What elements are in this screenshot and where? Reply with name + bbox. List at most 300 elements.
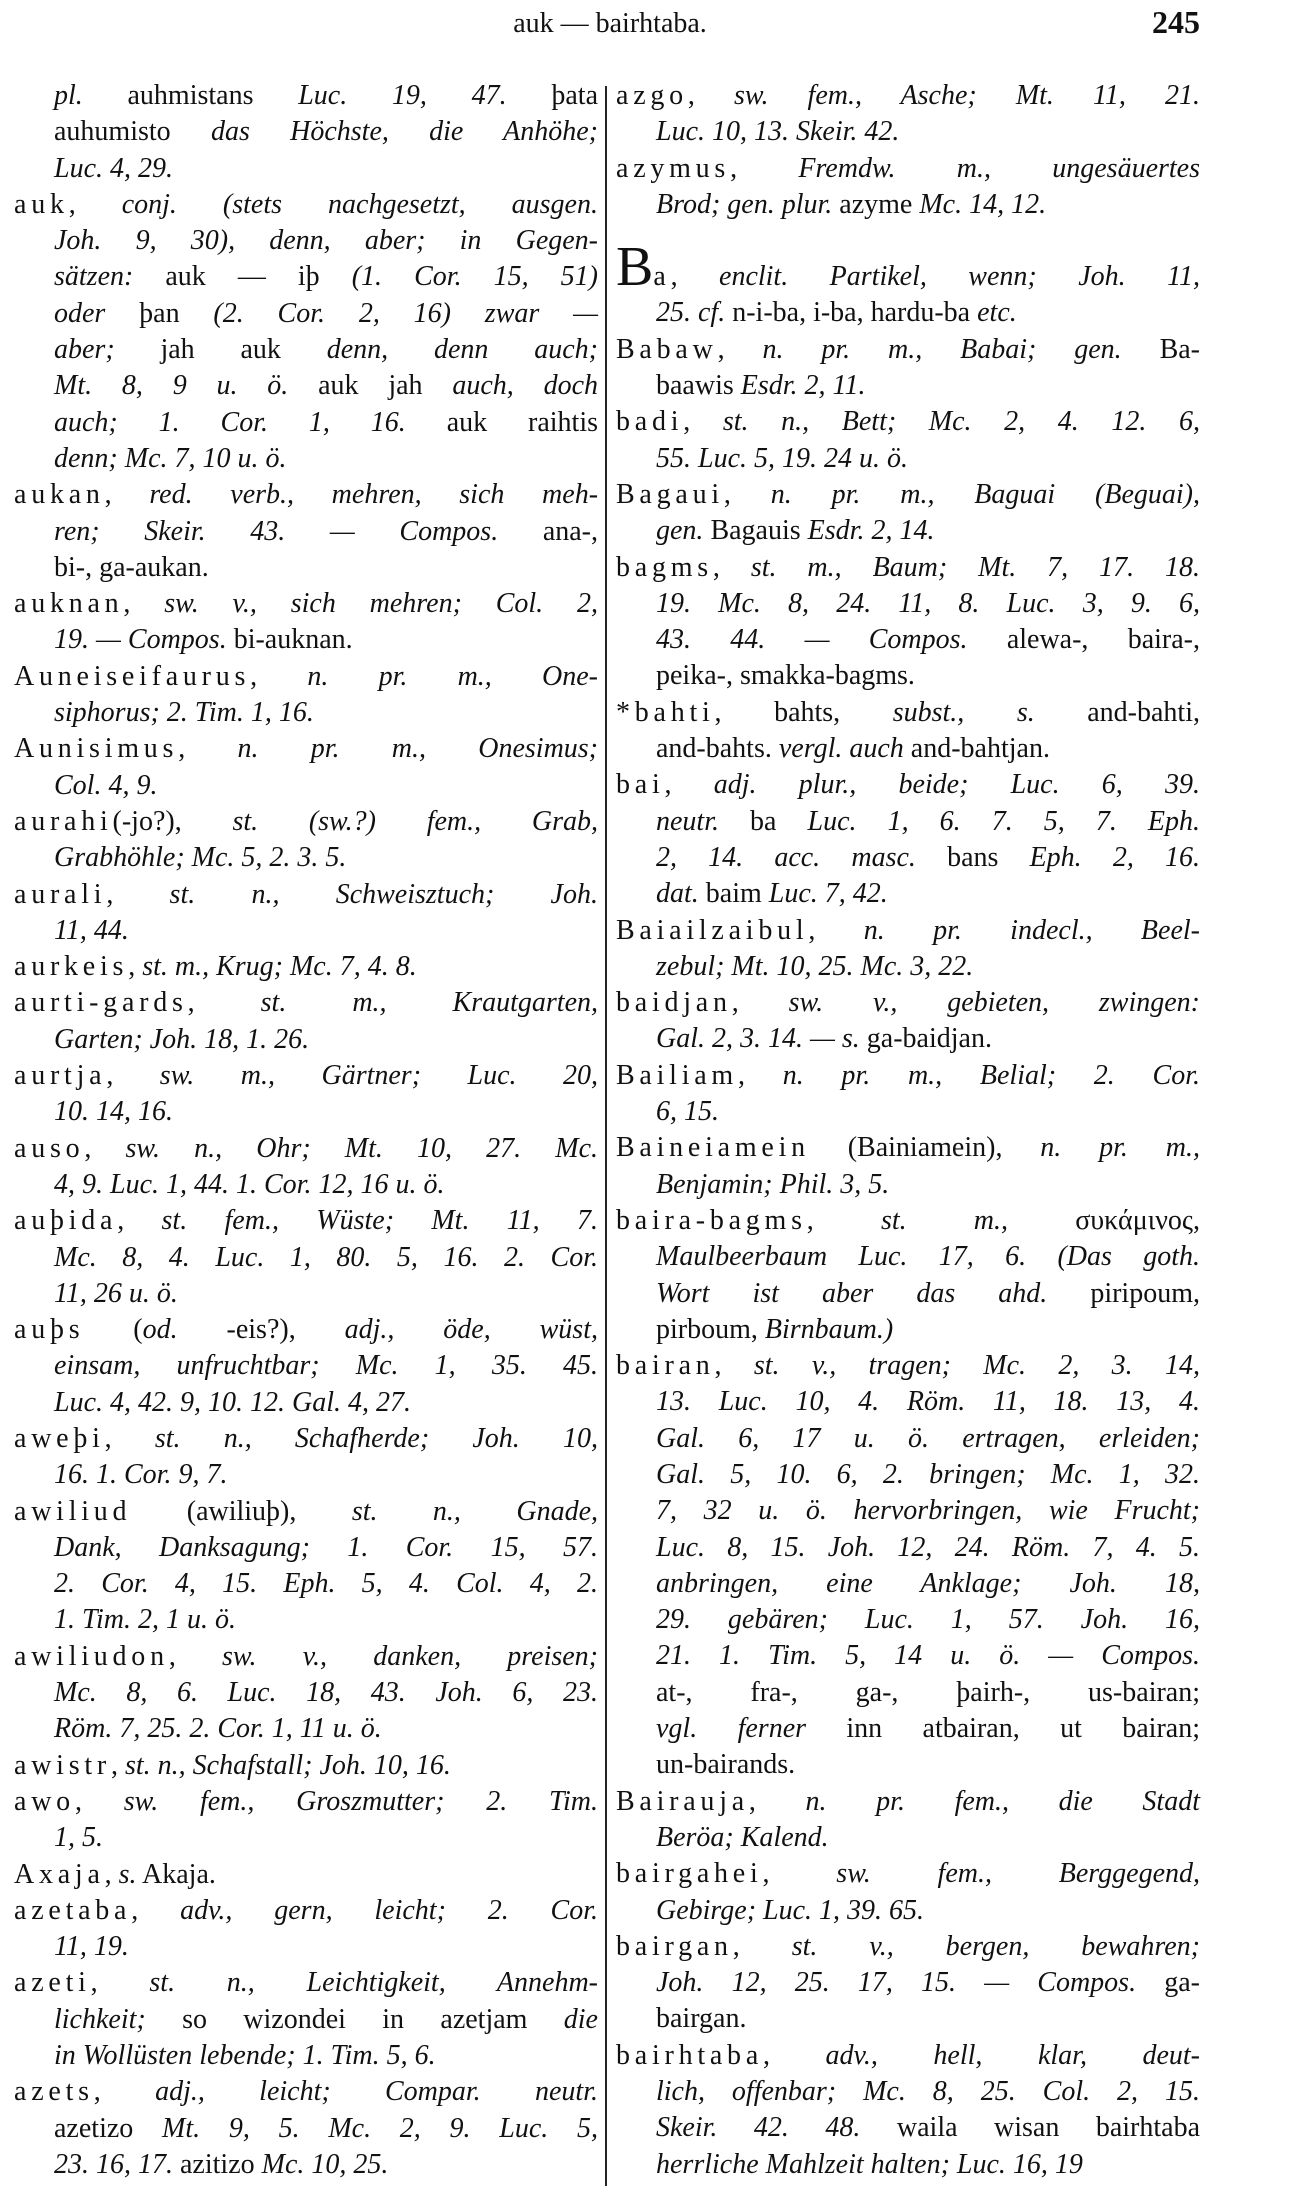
gothic-text: auhumisto <box>54 116 211 148</box>
entry-line <box>616 1493 1200 1529</box>
dictionary-entry <box>14 1639 598 1748</box>
headword: azetaba <box>14 1894 132 1926</box>
gloss-italic: n. pr. m., <box>1040 1132 1200 1164</box>
entry-line <box>14 1711 598 1747</box>
gloss-italic: vgl. ferner <box>656 1713 807 1745</box>
gloss-italic: etc. <box>977 297 1017 329</box>
gloss-italic: 11, 44. <box>54 914 129 946</box>
headword: bairan <box>616 1350 715 1382</box>
gloss-italic: n. pr. indecl., Beel- <box>863 914 1200 946</box>
dictionary-entry <box>616 1058 1200 1131</box>
gothic-text: þan <box>105 297 214 329</box>
gothic-text: ( <box>84 1314 143 1346</box>
gothic-text: , <box>74 1785 124 1817</box>
headword: aurahi <box>14 805 113 837</box>
gothic-text: , <box>748 1785 806 1817</box>
gloss-italic: st. n., Bett; Mc. 2, 4. 12. 6, <box>722 406 1201 438</box>
gloss-italic: aber; <box>54 334 115 366</box>
dictionary-entry <box>14 1965 598 2074</box>
gothic-text: , <box>806 1204 881 1236</box>
dictionary-entry <box>14 1893 598 1966</box>
headword: bairgan <box>616 1930 733 1962</box>
gloss-italic: in Wollüsten lebende; 1. Tim. 5, 6. <box>54 2040 436 2072</box>
gothic-text: , <box>762 1858 837 1890</box>
gothic-text: , <box>93 2076 156 2108</box>
headword: Baineiamein <box>616 1132 810 1164</box>
gothic-text: , <box>730 152 799 184</box>
dictionary-entry <box>616 1130 1200 1203</box>
gothic-text: ba <box>719 805 808 837</box>
gothic-text: and-bahtjan. <box>903 733 1050 765</box>
gloss-italic: st. n., Leichtigkeit, Annehm- <box>149 1967 598 1999</box>
entry-line <box>14 114 598 150</box>
gothic-text: ga- <box>1136 1967 1200 1999</box>
gothic-text: , <box>664 769 714 801</box>
dictionary-entry <box>14 949 598 985</box>
headword: baira-bagms <box>616 1204 807 1236</box>
entry-line <box>14 877 598 913</box>
gothic-text: , <box>714 1350 754 1382</box>
entry-line <box>14 78 598 114</box>
headword: Babaw <box>616 333 718 365</box>
dictionary-entry <box>616 151 1200 224</box>
entry-line <box>14 1748 598 1784</box>
gloss-italic: adv., gern, leicht; 2. Cor. <box>180 1894 599 1926</box>
gloss-italic: adj. plur., beide; Luc. 6, 39. <box>713 769 1201 801</box>
headword: a <box>653 261 671 293</box>
gloss-italic: Röm. 7, 25. 2. Cor. 1, 11 u. ö. <box>54 1713 382 1745</box>
entry-line <box>616 1784 1200 1820</box>
entry-line <box>14 1167 598 1203</box>
entry-line <box>14 1421 598 1457</box>
entry-line <box>14 731 598 767</box>
gloss-italic: denn, denn auch; <box>326 334 598 366</box>
gothic-text: at-, fra-, ga-, þairh-, us-bairan; <box>656 1676 1200 1708</box>
gothic-text: ana-, <box>498 515 598 547</box>
gothic-text: azyme <box>832 188 920 220</box>
entry-line <box>14 259 598 295</box>
running-head: auk — bairhtaba. <box>513 8 707 39</box>
gloss-italic: Gal. 2, 3. 14. — s. <box>656 1023 860 1055</box>
entry-line <box>14 949 598 985</box>
entry-line <box>14 1457 598 1493</box>
entry-line <box>616 949 1200 985</box>
dictionary-entry <box>14 1203 598 1312</box>
gothic-text: Akaja. <box>136 1858 216 1890</box>
gloss-italic: Fremdw. m., ungesäuertes <box>798 152 1201 184</box>
headword: awistr <box>14 1749 111 1781</box>
gloss-italic: Col. 4, 9. <box>54 769 158 801</box>
gloss-italic: Gebirge; Luc. 1, 39. 65. <box>656 1894 925 1926</box>
gothic-text: alewa-, baira-, <box>967 624 1200 656</box>
page-number: 245 <box>1152 4 1200 40</box>
gloss-italic: 4, 9. Luc. 1, 44. 1. Cor. 12, 16 u. ö. <box>54 1168 445 1200</box>
entry-line <box>14 1385 598 1421</box>
gloss-italic: 11, 19. <box>54 1931 129 1963</box>
entry-line <box>14 2074 598 2110</box>
gloss-italic: dat. <box>656 878 699 910</box>
gothic-text: pirboum, <box>656 1313 765 1345</box>
gothic-text: , <box>104 1858 119 1890</box>
dictionary-entry <box>616 1856 1200 1929</box>
gothic-text: , <box>670 261 720 293</box>
headword: bagms <box>616 551 713 583</box>
entry-line <box>616 1203 1200 1239</box>
gothic-text: , <box>717 333 763 365</box>
gloss-italic: pl. <box>54 80 83 111</box>
gothic-text: baawis <box>656 370 741 402</box>
gloss-italic: n. pr. m., Baguai (Beguai), <box>770 478 1201 510</box>
gloss-italic: Luc. 19, 47. <box>298 80 507 111</box>
entry-line <box>616 78 1200 114</box>
entry-line <box>616 1457 1200 1493</box>
gloss-italic: denn; Mc. 7, 10 u. ö. <box>54 442 287 474</box>
entry-line <box>616 1058 1200 1094</box>
entry-line <box>14 514 598 550</box>
gloss-italic: st. n., Schafherde; Joh. 10, <box>154 1422 598 1454</box>
gloss-italic: 29. gebären; Luc. 1, 57. Joh. 16, <box>656 1604 1200 1636</box>
entry-line <box>616 586 1200 622</box>
gloss-italic: Dank, Danksagung; 1. Cor. 15, 57. <box>54 1531 598 1563</box>
gloss-italic: sw. n., Ohr; Mt. 10, 27. Mc. <box>125 1132 599 1164</box>
headword: baidjan <box>616 987 732 1019</box>
headword: Bairauja <box>616 1785 749 1817</box>
entry-line <box>616 368 1200 404</box>
entry-line <box>616 1747 1200 1783</box>
dictionary-entry <box>14 804 598 877</box>
dictionary-entry <box>14 1784 598 1857</box>
entry-line <box>14 1893 598 1929</box>
gloss-italic: Benjamin; Phil. 3, 5. <box>656 1168 890 1200</box>
gothic-text: , <box>106 878 170 910</box>
entry-line <box>14 1929 598 1965</box>
gloss-italic: n. pr. m., One- <box>307 660 598 692</box>
gothic-text: , <box>84 1132 126 1164</box>
gloss-italic: 2. Cor. 4, 15. Eph. 5, 4. Col. 4, 2. <box>54 1568 598 1600</box>
entry-line <box>616 731 1200 767</box>
gloss-italic: adj., öde, wüst, <box>344 1314 598 1346</box>
gothic-text: , <box>168 1640 223 1672</box>
gothic-text: , <box>187 987 261 1019</box>
section-initial: B <box>616 236 654 299</box>
entry-line <box>616 1312 1200 1348</box>
headword: auso <box>14 1132 85 1164</box>
gloss-italic: herrliche Mahlzeit halten; Luc. 16, 19 <box>656 2148 1083 2180</box>
gloss-italic: Luc. 4, 29. <box>54 152 173 184</box>
entry-line <box>14 1203 598 1239</box>
gloss-italic: 7, 32 u. ö. hervorbringen, wie Frucht; <box>656 1495 1200 1527</box>
gloss-italic: das Höchste, die Anhöhe; <box>210 116 598 148</box>
gothic-text: , <box>128 951 143 983</box>
gloss-italic: st. m., <box>880 1204 1009 1236</box>
dictionary-entry <box>616 1784 1200 1857</box>
gloss-italic: 21. 1. Tim. 5, 14 u. ö. — Compos. <box>656 1640 1200 1672</box>
right-column <box>616 78 1200 2183</box>
entry-line <box>616 441 1200 477</box>
headword: aweþi <box>14 1422 105 1454</box>
entry-line <box>616 1638 1200 1674</box>
gothic-text: , bahts, <box>714 696 893 728</box>
gloss-italic: sätzen: <box>54 261 134 293</box>
gloss-italic: 19. Mc. 8, 24. 11, 8. Luc. 3, 9. 6, <box>656 587 1200 619</box>
gloss-italic: Garten; Joh. 18, 1. 26. <box>54 1023 310 1055</box>
gothic-text: , <box>117 1205 162 1237</box>
entry-line <box>616 332 1200 368</box>
gloss-italic: sw. fem., Groszmutter; 2. Tim. <box>123 1785 599 1817</box>
headword: Bailiam <box>616 1059 738 1091</box>
gloss-italic: s. <box>118 1858 137 1890</box>
gloss-italic: Luc. 7, 42. <box>768 878 888 910</box>
headword: aukan <box>14 479 105 511</box>
entry-line <box>14 985 598 1021</box>
entry-line <box>14 2111 598 2147</box>
entry-line <box>616 1239 1200 1275</box>
entry-line <box>616 1965 1200 2001</box>
entry-line <box>616 1602 1200 1638</box>
entry-line <box>14 187 598 223</box>
entry-line <box>14 1240 598 1276</box>
dictionary-entry <box>14 1058 598 1131</box>
dictionary-entry <box>14 1748 598 1784</box>
dictionary-entry <box>616 1929 1200 2038</box>
gloss-italic: 1, 5. <box>54 1822 103 1854</box>
headword: Axaja <box>14 1858 105 1890</box>
headword: awo <box>14 1785 75 1817</box>
gloss-italic: oder <box>54 297 106 329</box>
entry-line <box>14 913 598 949</box>
entry-line <box>14 622 598 658</box>
entry-line <box>616 1530 1200 1566</box>
dictionary-entry <box>616 985 1200 1058</box>
gloss-italic: red. verb., mehren, sich meh- <box>149 479 599 511</box>
gothic-text: (awiliuþ), <box>131 1495 352 1527</box>
entry-line <box>14 1022 598 1058</box>
entry-line <box>616 622 1200 658</box>
dictionary-entry <box>616 767 1200 912</box>
entry-line <box>14 1857 598 1893</box>
gloss-italic: Luc. 4, 42. 9, 10. 12. Gal. 4, 27. <box>54 1386 411 1418</box>
headword: awiliudon <box>14 1640 169 1672</box>
gothic-text: (-jo?), <box>112 805 233 837</box>
entry-line <box>616 404 1200 440</box>
entry-line <box>616 1384 1200 1420</box>
dictionary-entry <box>14 477 598 586</box>
gothic-text: and-bahti, <box>1034 696 1200 728</box>
entry-line <box>616 840 1200 876</box>
gothic-text: Bagauis <box>703 515 808 547</box>
gloss-italic: siphorus; 2. Tim. 1, 16. <box>54 697 314 729</box>
gothic-text: , <box>731 987 789 1019</box>
gloss-italic: Grabhöhle; Mc. 5, 2. 3. 5. <box>54 842 347 874</box>
gothic-text: un-bairands. <box>656 1749 796 1781</box>
gothic-text: , <box>723 478 771 510</box>
entry-line <box>616 1711 1200 1747</box>
headword: Bagaui <box>616 478 724 510</box>
entry-line <box>616 2147 1200 2183</box>
gothic-text: þata <box>506 80 598 111</box>
gloss-italic: st. fem., Wüste; Mt. 11, 7. <box>161 1205 599 1237</box>
entry-line <box>616 1929 1200 1965</box>
headword: aurtja <box>14 1060 107 1092</box>
entry-line <box>14 441 598 477</box>
dictionary-entry <box>14 1131 598 1204</box>
gloss-italic: Gal. 5, 10. 6, 2. bringen; Mc. 1, 32. <box>656 1458 1200 1490</box>
gloss-italic: 6, 15. <box>656 1096 719 1128</box>
gothic-text: bi-, ga-aukan. <box>54 551 209 583</box>
entry-line <box>616 114 1200 150</box>
gothic-text: and-bahts. <box>656 733 779 765</box>
gloss-italic: Skeir. 42. 48. <box>656 2112 861 2144</box>
entry-line <box>616 477 1200 513</box>
gothic-text: azetizo <box>54 2112 163 2144</box>
gloss-italic: adv., hell, klar, deut- <box>825 2039 1200 2071</box>
gothic-text: , <box>90 1967 150 1999</box>
gloss-italic: st. n., Schweisztuch; Joh. <box>169 878 598 910</box>
entry-line <box>616 550 1200 586</box>
gloss-italic: enclit. Partikel, wenn; Joh. 11, <box>719 261 1200 293</box>
gothic-text: n-i-ba, i-ba, hardu-ba <box>725 297 978 329</box>
dictionary-entry <box>616 404 1200 477</box>
entry-line <box>14 659 598 695</box>
entry-line <box>14 2147 598 2183</box>
gloss-italic: gen. <box>656 515 704 547</box>
gloss-italic: Esdr. 2, 11. <box>740 370 866 402</box>
entry-line <box>14 1131 598 1167</box>
entry-line <box>616 2038 1200 2074</box>
gloss-italic: einsam, unfruchtbar; Mc. 1, 35. 45. <box>54 1350 598 1382</box>
entry-line <box>616 236 1200 299</box>
gothic-text: auk — iþ <box>133 261 352 293</box>
headword: aurkeis <box>14 951 129 983</box>
headword: bairgahei <box>616 1858 763 1890</box>
gloss-italic: die <box>563 2003 598 2035</box>
headword: aurali <box>14 878 107 910</box>
gothic-text: , <box>106 1060 160 1092</box>
dictionary-entry <box>616 695 1200 768</box>
gloss-italic: Wort ist aber das ahd. <box>656 1277 1048 1309</box>
entry-line <box>616 1675 1200 1711</box>
gothic-text: , <box>68 188 122 220</box>
gothic-text: , <box>104 1422 155 1454</box>
gothic-text: auhmistans <box>82 80 299 111</box>
gloss-italic: Joh. 12, 25. 17, 15. — Compos. <box>656 1967 1137 1999</box>
gothic-text: , <box>732 1930 792 1962</box>
headword: auk <box>14 188 69 220</box>
gloss-italic: 55. Luc. 5, 19. 24 u. ö. <box>656 442 908 474</box>
dictionary-entry <box>616 913 1200 986</box>
gloss-italic: n. pr. m., Belial; 2. Cor. <box>782 1059 1200 1091</box>
gloss-italic: Luc. 10, 13. Skeir. 42. <box>656 116 900 148</box>
gloss-italic: subst., s. <box>892 696 1035 728</box>
gloss-italic: sw. v., danken, preisen; <box>222 1640 598 1672</box>
entry-line <box>14 1602 598 1638</box>
gothic-text: peika-, smakka-bagms. <box>656 660 915 692</box>
dictionary-entry <box>14 1421 598 1494</box>
headword: azets <box>14 2076 94 2108</box>
gloss-italic: 11, 26 u. ö. <box>54 1277 178 1309</box>
gloss-italic: adj., leicht; Compar. neutr. <box>155 2076 598 2108</box>
gothic-text: , <box>250 660 308 692</box>
gloss-italic: st. v., tragen; Mc. 2, 3. 14, <box>753 1350 1200 1382</box>
headword: azymus <box>616 152 731 184</box>
gloss-italic: neutr. <box>656 805 719 837</box>
entry-line <box>14 586 598 622</box>
gothic-text: bans <box>915 841 1030 873</box>
entry-line <box>616 1820 1200 1856</box>
left-column <box>14 78 598 2183</box>
dictionary-entry <box>14 659 598 732</box>
gloss-italic: Eph. 2, 16. <box>1029 841 1200 873</box>
headword: Auneiseifaurus <box>14 660 251 692</box>
gloss-italic: Mt. 9, 5. Mc. 2, 9. Luc. 5, <box>162 2112 598 2144</box>
entry-line <box>14 1494 598 1530</box>
headword: bai <box>616 769 665 801</box>
gloss-italic: Esdr. 2, 14. <box>807 515 935 547</box>
headword: bairhtaba <box>616 2039 764 2071</box>
entry-line <box>14 1276 598 1312</box>
entry-line <box>616 187 1200 223</box>
gothic-text: , <box>131 1894 181 1926</box>
headword: *bahti <box>616 696 715 728</box>
entry-line <box>616 1276 1200 1312</box>
gloss-italic: Maulbeerbaum Luc. 17, 6. (Das goth. <box>656 1241 1200 1273</box>
entry-line <box>14 1058 598 1094</box>
gloss-italic: vergl. auch <box>778 733 904 765</box>
dictionary-entry <box>14 187 598 477</box>
gloss-italic: st. m., Baum; Mt. 7, 17. 18. <box>750 551 1200 583</box>
dictionary-entry <box>14 2074 598 2183</box>
headword: awiliud <box>14 1495 132 1527</box>
gloss-italic: Mc. 10, 25. <box>261 2148 389 2180</box>
gloss-italic: sw. v., gebieten, zwingen: <box>788 987 1200 1019</box>
gothic-text: , <box>104 479 150 511</box>
gloss-italic: 19. — Compos. <box>54 624 227 656</box>
gloss-italic: st. n., Schafstall; Joh. 10, 16. <box>125 1749 451 1781</box>
gloss-italic: st. n., Gnade, <box>351 1495 598 1527</box>
gloss-italic: anbringen, eine Anklage; Joh. 18, <box>656 1567 1200 1599</box>
gloss-italic: Mc. 8, 4. Luc. 1, 80. 5, 16. 2. Cor. <box>54 1241 598 1273</box>
entry-line <box>14 1094 598 1130</box>
dictionary-entry <box>616 332 1200 405</box>
entry-line <box>14 368 598 404</box>
gothic-text: inn atbairan, ut bairan; <box>806 1713 1200 1745</box>
gloss-italic: sw. fem., Asche; Mt. 11, 21. <box>733 80 1200 111</box>
headword: Baiailzaibul <box>616 914 809 946</box>
gothic-text: azitizo <box>173 2148 262 2180</box>
entry-line <box>616 2001 1200 2037</box>
entry-line <box>14 2002 598 2038</box>
gloss-italic: Gal. 6, 17 u. ö. ertragen, erleiden; <box>656 1422 1200 1454</box>
entry-line <box>616 1566 1200 1602</box>
gloss-italic: ren; Skeir. 43. — Compos. <box>54 515 499 547</box>
gloss-italic: st. (sw.?) fem., Grab, <box>232 805 598 837</box>
gloss-italic: Mc. 14, 12. <box>919 188 1047 220</box>
entry-line <box>14 1348 598 1384</box>
gloss-italic: st. m., Krautgarten, <box>260 987 598 1019</box>
gothic-text: jah auk <box>114 334 327 366</box>
headword: auknan <box>14 588 124 620</box>
entry-line <box>14 804 598 840</box>
gloss-italic: 43. 44. — Compos. <box>656 624 968 656</box>
dictionary-entry <box>14 1857 598 1893</box>
entry-line <box>14 1566 598 1602</box>
entry-line <box>616 2110 1200 2146</box>
gloss-italic: od. <box>142 1314 178 1346</box>
gloss-italic: auch, doch <box>452 370 598 402</box>
headword: azeti <box>14 1967 91 1999</box>
dictionary-entry <box>14 78 598 187</box>
gothic-text: ga-baidjan. <box>859 1023 992 1055</box>
